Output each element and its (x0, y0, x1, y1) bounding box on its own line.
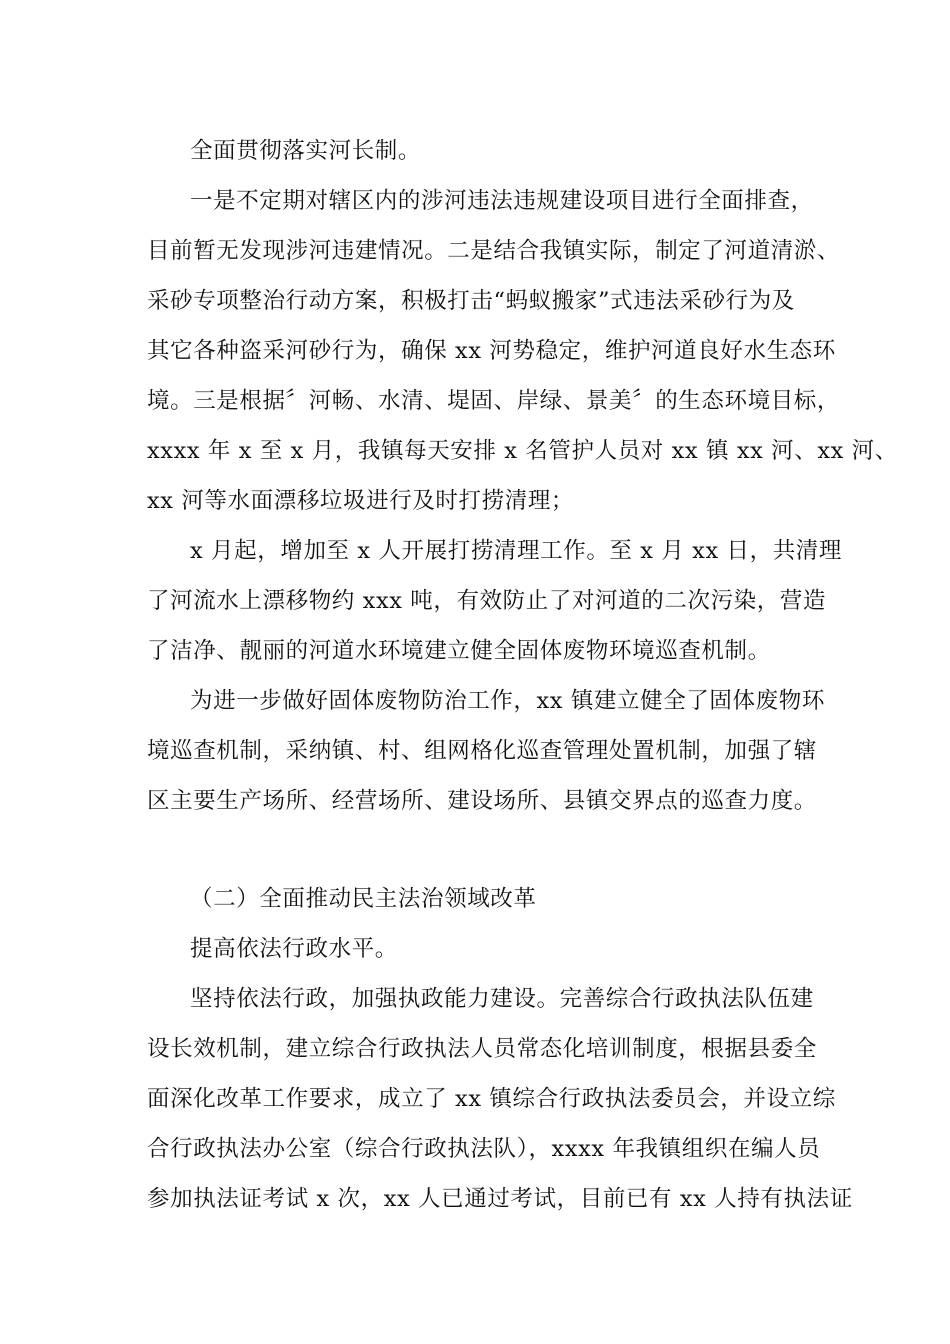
text-line: 了洁净、靓丽的河道水环境建立健全固体废物环境巡查机制。 (147, 638, 771, 664)
text-line: xxxx 年 x 至 x 月，我镇每天安排 x 名管护人员对 xx 镇 xx 河、xx 河、 (147, 438, 898, 464)
text-line: 面深化改革工作要求，成立了 xx 镇综合行政执法委员会，并设立综 (147, 1086, 836, 1112)
text-line: 其它各种盗采河砂行为，确保 xx 河势稳定，维护河道良好水生态环 (147, 338, 836, 364)
text-line: 全面贯彻落实河长制。 (190, 138, 422, 164)
text-line: 境。三是根据〞河畅、水清、堤固、岸绿、景美〞的生态环境目标， (147, 388, 841, 414)
text-line: 提高依法行政水平。 (190, 936, 398, 962)
text-line: 境巡查机制，采纳镇、村、组网格化巡查管理处置机制，加强了辖 (147, 738, 817, 764)
text-line: 了河流水上漂移物约 xxx 吨，有效防止了对河道的二次污染，营造 (147, 588, 827, 614)
text-line: 采砂专项整治行动方案，积极打击“蚂蚁搬家”式违法采砂行为及 (147, 288, 795, 314)
text-line: 参加执法证考试 x 次，xx 人已通过考试，目前已有 xx 人持有执法证 (147, 1186, 853, 1212)
text-line: 区主要生产场所、经营场所、建设场所、县镇交界点的巡查力度。 (147, 788, 817, 814)
text-line: 设长效机制，建立综合行政执法人员常态化培训制度，根据县委全 (147, 1036, 817, 1062)
text-line: 坚持依法行政，加强执政能力建设。完善综合行政执法队伍建 (190, 986, 814, 1012)
text-line: 合行政执法办公室（综合行政执法队），xxxx 年我镇组织在编人员 (147, 1136, 821, 1162)
text-line: 一是不定期对辖区内的涉河违法违规建设项目进行全面排查， (190, 188, 814, 214)
text-line: x 月起，增加至 x 人开展打捞清理工作。至 x 月 xx 日，共清理 (190, 538, 843, 564)
text-line: 目前暂无发现涉河违建情况。二是结合我镇实际，制定了河道清淤、 (147, 238, 841, 264)
section-heading: （二）全面推动民主法治领域改革 (190, 886, 537, 912)
text-line: 为进一步做好固体废物防治工作，xx 镇建立健全了固体废物环 (190, 688, 825, 714)
text-line: xx 河等水面漂移垃圾进行及时打捞清理； (147, 488, 575, 514)
